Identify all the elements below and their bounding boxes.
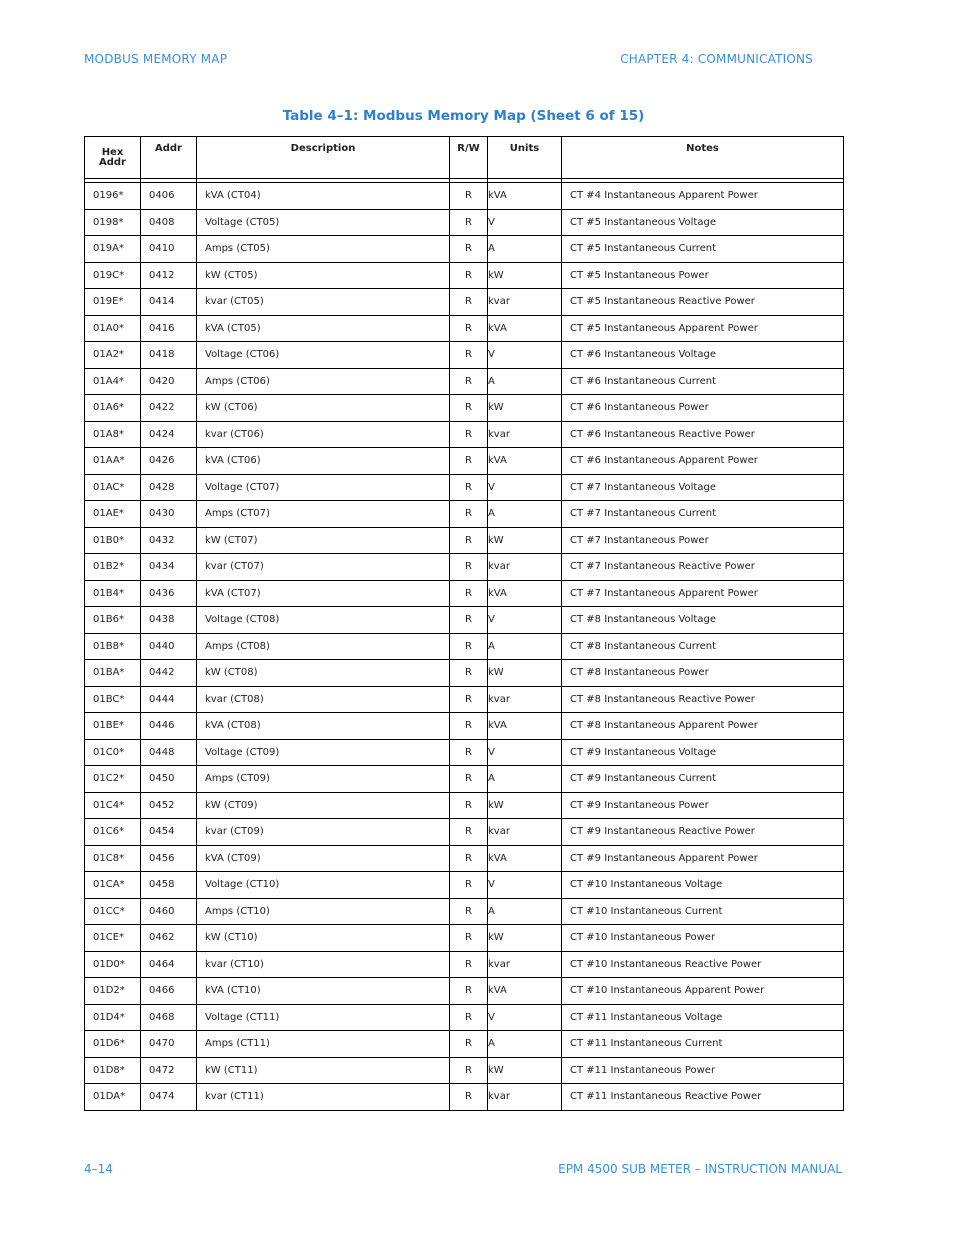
cell-notes: CT #10 Instantaneous Apparent Power — [562, 978, 844, 1005]
table-row — [85, 792, 844, 819]
cell-units: kVA — [488, 448, 562, 475]
cell-rw: R — [450, 739, 488, 766]
cell-addr: 0430 — [141, 501, 197, 528]
cell-addr: 0458 — [141, 872, 197, 899]
cell-rw: R — [450, 951, 488, 978]
cell-hex-addr: 01B2* — [85, 554, 141, 581]
cell-notes: CT #11 Instantaneous Voltage — [562, 1004, 844, 1031]
manual-title: EPM 4500 SUB METER – INSTRUCTION MANUAL — [558, 1162, 842, 1176]
cell-notes: CT #9 Instantaneous Voltage — [562, 739, 844, 766]
cell-notes: CT #7 Instantaneous Reactive Power — [562, 554, 844, 581]
running-header-chapter: CHAPTER 4: COMMUNICATIONS — [620, 52, 813, 66]
cell-notes: CT #9 Instantaneous Power — [562, 792, 844, 819]
cell-description: Amps (CT07) — [197, 501, 450, 528]
cell-units: kvar — [488, 289, 562, 316]
cell-units: kW — [488, 527, 562, 554]
cell-notes: CT #5 Instantaneous Power — [562, 262, 844, 289]
cell-description: Voltage (CT09) — [197, 739, 450, 766]
table-row — [85, 395, 844, 422]
cell-hex-addr: 01A4* — [85, 368, 141, 395]
cell-notes: CT #5 Instantaneous Voltage — [562, 209, 844, 236]
cell-description: Voltage (CT05) — [197, 209, 450, 236]
cell-addr: 0434 — [141, 554, 197, 581]
cell-units: V — [488, 474, 562, 501]
running-header-section: MODBUS MEMORY MAP — [84, 52, 228, 66]
cell-notes: CT #5 Instantaneous Reactive Power — [562, 289, 844, 316]
cell-addr: 0420 — [141, 368, 197, 395]
cell-rw: R — [450, 766, 488, 793]
cell-rw: R — [450, 474, 488, 501]
table-row — [85, 766, 844, 793]
cell-notes: CT #8 Instantaneous Power — [562, 660, 844, 687]
cell-description: kVA (CT09) — [197, 845, 450, 872]
cell-description: kVA (CT04) — [197, 183, 450, 210]
cell-hex-addr: 01A8* — [85, 421, 141, 448]
cell-notes: CT #8 Instantaneous Reactive Power — [562, 686, 844, 713]
cell-notes: CT #6 Instantaneous Voltage — [562, 342, 844, 369]
cell-notes: CT #6 Instantaneous Current — [562, 368, 844, 395]
cell-units: V — [488, 607, 562, 634]
cell-hex-addr: 019A* — [85, 236, 141, 263]
table-row — [85, 739, 844, 766]
cell-notes: CT #7 Instantaneous Current — [562, 501, 844, 528]
cell-units: kVA — [488, 183, 562, 210]
cell-units: A — [488, 898, 562, 925]
cell-addr: 0406 — [141, 183, 197, 210]
cell-notes: CT #7 Instantaneous Apparent Power — [562, 580, 844, 607]
cell-rw: R — [450, 395, 488, 422]
table-row — [85, 898, 844, 925]
cell-description: kvar (CT05) — [197, 289, 450, 316]
cell-addr: 0472 — [141, 1057, 197, 1084]
cell-description: kW (CT05) — [197, 262, 450, 289]
cell-hex-addr: 01A0* — [85, 315, 141, 342]
cell-addr: 0464 — [141, 951, 197, 978]
cell-units: V — [488, 209, 562, 236]
cell-hex-addr: 01DA* — [85, 1084, 141, 1111]
cell-notes: CT #4 Instantaneous Apparent Power — [562, 183, 844, 210]
page-number: 4–14 — [84, 1162, 113, 1176]
cell-addr: 0414 — [141, 289, 197, 316]
cell-notes: CT #9 Instantaneous Current — [562, 766, 844, 793]
cell-rw: R — [450, 1057, 488, 1084]
cell-description: kVA (CT08) — [197, 713, 450, 740]
cell-description: kW (CT06) — [197, 395, 450, 422]
cell-rw: R — [450, 925, 488, 952]
cell-rw: R — [450, 368, 488, 395]
cell-units: kVA — [488, 713, 562, 740]
cell-hex-addr: 01AE* — [85, 501, 141, 528]
cell-rw: R — [450, 315, 488, 342]
cell-description: Voltage (CT11) — [197, 1004, 450, 1031]
cell-addr: 0466 — [141, 978, 197, 1005]
cell-rw: R — [450, 289, 488, 316]
table-title: Table 4–1: Modbus Memory Map (Sheet 6 of 15) — [282, 108, 645, 124]
table-row — [85, 501, 844, 528]
cell-rw: R — [450, 1084, 488, 1111]
cell-notes: CT #5 Instantaneous Apparent Power — [562, 315, 844, 342]
cell-notes: CT #9 Instantaneous Apparent Power — [562, 845, 844, 872]
cell-rw: R — [450, 898, 488, 925]
table-header-row — [85, 137, 844, 179]
cell-description: kW (CT10) — [197, 925, 450, 952]
cell-rw: R — [450, 1031, 488, 1058]
cell-units: V — [488, 342, 562, 369]
cell-hex-addr: 01CC* — [85, 898, 141, 925]
cell-addr: 0474 — [141, 1084, 197, 1111]
cell-addr: 0448 — [141, 739, 197, 766]
cell-description: kVA (CT10) — [197, 978, 450, 1005]
cell-units: A — [488, 766, 562, 793]
cell-units: A — [488, 236, 562, 263]
cell-description: Voltage (CT08) — [197, 607, 450, 634]
col-header-addr: Addr — [141, 137, 197, 179]
cell-rw: R — [450, 978, 488, 1005]
cell-notes: CT #8 Instantaneous Apparent Power — [562, 713, 844, 740]
cell-addr: 0432 — [141, 527, 197, 554]
cell-addr: 0428 — [141, 474, 197, 501]
cell-hex-addr: 01A6* — [85, 395, 141, 422]
cell-notes: CT #11 Instantaneous Power — [562, 1057, 844, 1084]
cell-hex-addr: 01BC* — [85, 686, 141, 713]
cell-hex-addr: 01D6* — [85, 1031, 141, 1058]
cell-units: kVA — [488, 580, 562, 607]
table-row — [85, 872, 844, 899]
cell-hex-addr: 01D2* — [85, 978, 141, 1005]
col-header-hex-addr: Hex Addr — [85, 137, 141, 179]
cell-hex-addr: 01C4* — [85, 792, 141, 819]
cell-hex-addr: 0196* — [85, 183, 141, 210]
cell-addr: 0436 — [141, 580, 197, 607]
cell-hex-addr: 01B0* — [85, 527, 141, 554]
cell-rw: R — [450, 527, 488, 554]
cell-addr: 0424 — [141, 421, 197, 448]
cell-notes: CT #10 Instantaneous Voltage — [562, 872, 844, 899]
cell-rw: R — [450, 448, 488, 475]
cell-addr: 0418 — [141, 342, 197, 369]
table-row — [85, 1084, 844, 1111]
cell-notes: CT #8 Instantaneous Voltage — [562, 607, 844, 634]
cell-units: kW — [488, 1057, 562, 1084]
cell-addr: 0462 — [141, 925, 197, 952]
cell-hex-addr: 01B6* — [85, 607, 141, 634]
cell-rw: R — [450, 686, 488, 713]
cell-addr: 0416 — [141, 315, 197, 342]
cell-addr: 0412 — [141, 262, 197, 289]
cell-rw: R — [450, 792, 488, 819]
cell-hex-addr: 01C0* — [85, 739, 141, 766]
col-header-units: Units — [488, 137, 562, 179]
cell-addr: 0452 — [141, 792, 197, 819]
cell-addr: 0450 — [141, 766, 197, 793]
cell-rw: R — [450, 183, 488, 210]
table-row — [85, 978, 844, 1005]
cell-rw: R — [450, 262, 488, 289]
cell-addr: 0470 — [141, 1031, 197, 1058]
table-row — [85, 951, 844, 978]
cell-units: A — [488, 368, 562, 395]
cell-rw: R — [450, 819, 488, 846]
cell-addr: 0410 — [141, 236, 197, 263]
col-header-description: Description — [197, 137, 450, 179]
cell-hex-addr: 0198* — [85, 209, 141, 236]
table-row — [85, 686, 844, 713]
table-row — [85, 421, 844, 448]
cell-description: Amps (CT09) — [197, 766, 450, 793]
cell-description: kW (CT09) — [197, 792, 450, 819]
cell-notes: CT #9 Instantaneous Reactive Power — [562, 819, 844, 846]
table-row — [85, 554, 844, 581]
table-row — [85, 368, 844, 395]
modbus-memory-map-table — [84, 136, 844, 1111]
cell-units: A — [488, 501, 562, 528]
cell-rw: R — [450, 501, 488, 528]
cell-rw: R — [450, 845, 488, 872]
cell-description: kvar (CT08) — [197, 686, 450, 713]
cell-notes: CT #7 Instantaneous Voltage — [562, 474, 844, 501]
cell-notes: CT #10 Instantaneous Reactive Power — [562, 951, 844, 978]
cell-description: kW (CT07) — [197, 527, 450, 554]
table-row — [85, 183, 844, 210]
table-row — [85, 342, 844, 369]
cell-notes: CT #11 Instantaneous Current — [562, 1031, 844, 1058]
cell-description: kVA (CT07) — [197, 580, 450, 607]
cell-units: kW — [488, 925, 562, 952]
cell-units: V — [488, 872, 562, 899]
table-row — [85, 1004, 844, 1031]
table-row — [85, 289, 844, 316]
cell-units: kvar — [488, 686, 562, 713]
cell-rw: R — [450, 1004, 488, 1031]
cell-units: kW — [488, 262, 562, 289]
cell-units: kVA — [488, 845, 562, 872]
cell-addr: 0460 — [141, 898, 197, 925]
cell-units: kW — [488, 792, 562, 819]
cell-description: Amps (CT06) — [197, 368, 450, 395]
cell-rw: R — [450, 607, 488, 634]
table-row — [85, 819, 844, 846]
cell-units: kVA — [488, 315, 562, 342]
cell-notes: CT #6 Instantaneous Apparent Power — [562, 448, 844, 475]
cell-rw: R — [450, 713, 488, 740]
table-row — [85, 448, 844, 475]
cell-hex-addr: 01D8* — [85, 1057, 141, 1084]
table-row — [85, 315, 844, 342]
cell-addr: 0426 — [141, 448, 197, 475]
table-row — [85, 845, 844, 872]
cell-notes: CT #7 Instantaneous Power — [562, 527, 844, 554]
table-row — [85, 1057, 844, 1084]
table-row — [85, 236, 844, 263]
cell-notes: CT #10 Instantaneous Power — [562, 925, 844, 952]
cell-rw: R — [450, 633, 488, 660]
cell-units: A — [488, 1031, 562, 1058]
cell-hex-addr: 019E* — [85, 289, 141, 316]
cell-units: kvar — [488, 1084, 562, 1111]
table-row — [85, 209, 844, 236]
table-row — [85, 1031, 844, 1058]
cell-rw: R — [450, 554, 488, 581]
cell-rw: R — [450, 580, 488, 607]
cell-rw: R — [450, 421, 488, 448]
cell-hex-addr: 01C2* — [85, 766, 141, 793]
cell-units: kW — [488, 660, 562, 687]
cell-description: kvar (CT11) — [197, 1084, 450, 1111]
cell-description: Amps (CT11) — [197, 1031, 450, 1058]
cell-addr: 0446 — [141, 713, 197, 740]
cell-description: Amps (CT10) — [197, 898, 450, 925]
table-row — [85, 607, 844, 634]
cell-units: kvar — [488, 819, 562, 846]
cell-units: V — [488, 1004, 562, 1031]
table-row — [85, 925, 844, 952]
cell-description: Amps (CT08) — [197, 633, 450, 660]
cell-notes: CT #6 Instantaneous Power — [562, 395, 844, 422]
cell-hex-addr: 01B4* — [85, 580, 141, 607]
cell-description: kvar (CT06) — [197, 421, 450, 448]
cell-hex-addr: 01BA* — [85, 660, 141, 687]
cell-rw: R — [450, 342, 488, 369]
col-header-rw: R/W — [450, 137, 488, 179]
table-row — [85, 580, 844, 607]
cell-hex-addr: 01C8* — [85, 845, 141, 872]
cell-description: kVA (CT05) — [197, 315, 450, 342]
cell-addr: 0422 — [141, 395, 197, 422]
cell-units: kW — [488, 395, 562, 422]
cell-hex-addr: 01A2* — [85, 342, 141, 369]
cell-notes: CT #11 Instantaneous Reactive Power — [562, 1084, 844, 1111]
cell-units: V — [488, 739, 562, 766]
cell-hex-addr: 01D4* — [85, 1004, 141, 1031]
cell-description: Voltage (CT06) — [197, 342, 450, 369]
table-row — [85, 527, 844, 554]
cell-description: kW (CT08) — [197, 660, 450, 687]
table-row — [85, 713, 844, 740]
cell-notes: CT #5 Instantaneous Current — [562, 236, 844, 263]
table-row — [85, 633, 844, 660]
table-row — [85, 474, 844, 501]
cell-description: kVA (CT06) — [197, 448, 450, 475]
cell-hex-addr: 01AA* — [85, 448, 141, 475]
cell-addr: 0444 — [141, 686, 197, 713]
cell-description: kW (CT11) — [197, 1057, 450, 1084]
cell-addr: 0442 — [141, 660, 197, 687]
cell-addr: 0440 — [141, 633, 197, 660]
cell-description: Voltage (CT07) — [197, 474, 450, 501]
cell-units: kVA — [488, 978, 562, 1005]
cell-hex-addr: 01D0* — [85, 951, 141, 978]
cell-units: kvar — [488, 421, 562, 448]
cell-description: kvar (CT09) — [197, 819, 450, 846]
cell-hex-addr: 01CA* — [85, 872, 141, 899]
cell-hex-addr: 01BE* — [85, 713, 141, 740]
cell-addr: 0456 — [141, 845, 197, 872]
cell-rw: R — [450, 236, 488, 263]
cell-addr: 0454 — [141, 819, 197, 846]
cell-hex-addr: 01AC* — [85, 474, 141, 501]
cell-notes: CT #8 Instantaneous Current — [562, 633, 844, 660]
cell-hex-addr: 01CE* — [85, 925, 141, 952]
cell-addr: 0468 — [141, 1004, 197, 1031]
cell-addr: 0438 — [141, 607, 197, 634]
cell-units: kvar — [488, 554, 562, 581]
cell-hex-addr: 01B8* — [85, 633, 141, 660]
cell-description: kvar (CT10) — [197, 951, 450, 978]
cell-description: Voltage (CT10) — [197, 872, 450, 899]
cell-description: kvar (CT07) — [197, 554, 450, 581]
cell-units: kvar — [488, 951, 562, 978]
table-row — [85, 262, 844, 289]
cell-rw: R — [450, 660, 488, 687]
cell-notes: CT #10 Instantaneous Current — [562, 898, 844, 925]
cell-notes: CT #6 Instantaneous Reactive Power — [562, 421, 844, 448]
cell-hex-addr: 019C* — [85, 262, 141, 289]
col-header-notes: Notes — [562, 137, 844, 179]
cell-hex-addr: 01C6* — [85, 819, 141, 846]
cell-units: A — [488, 633, 562, 660]
cell-description: Amps (CT05) — [197, 236, 450, 263]
cell-rw: R — [450, 209, 488, 236]
cell-addr: 0408 — [141, 209, 197, 236]
table-row — [85, 660, 844, 687]
cell-rw: R — [450, 872, 488, 899]
